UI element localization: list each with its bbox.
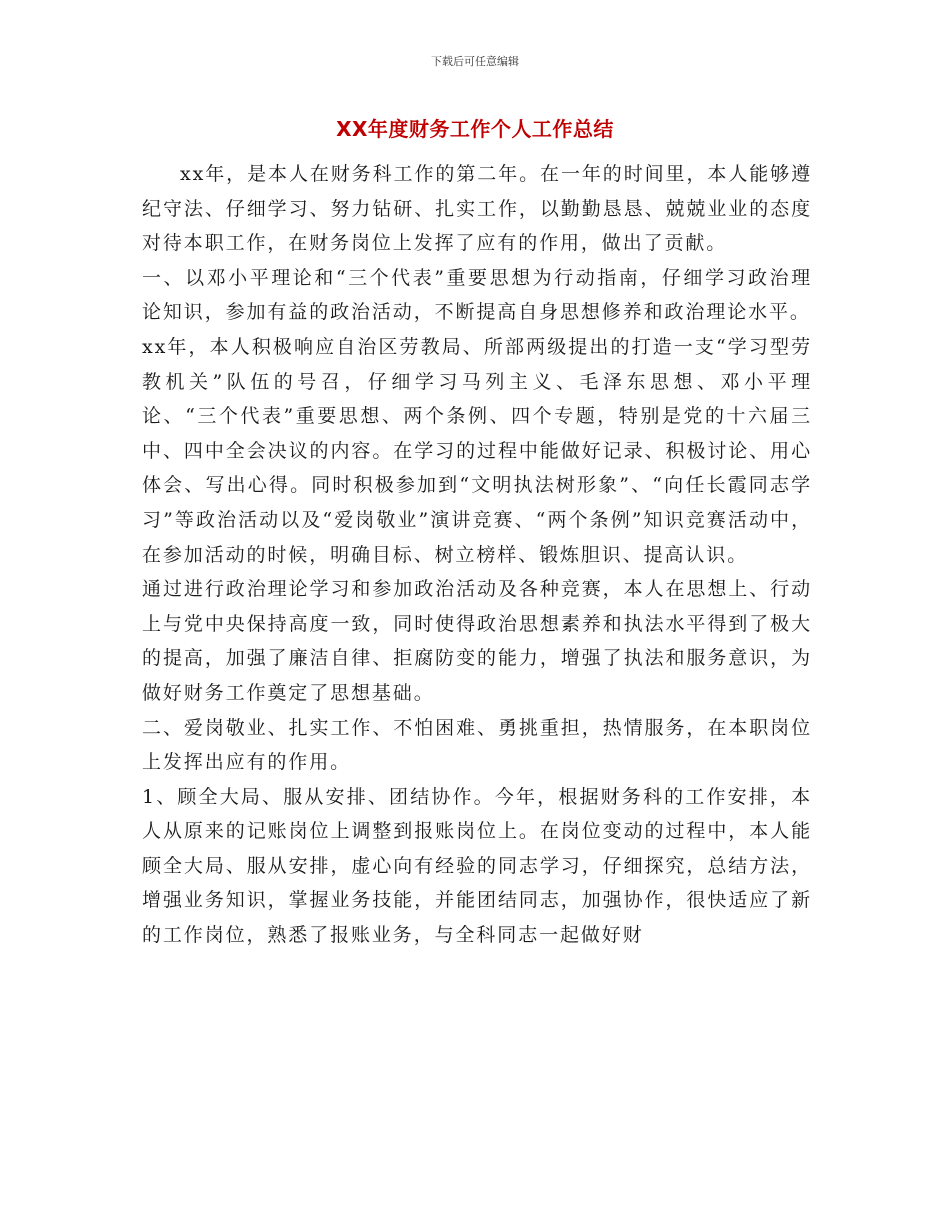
document-body <box>142 157 812 953</box>
header-note: 下载后可任意编辑 <box>431 55 519 68</box>
paragraph: 通过进行政治理论学习和参加政治活动及各种竞赛，本人在思想上、行动上与党中央保持高度一致，同时使得政治思想素养和执法水平得到了极大的提高，加强了廉洁自律、拒腐防变的能力，增强了执法和服务意识，为做好财务工作奠定了思想基础。 <box>142 578 812 704</box>
paragraph: 一、以邓小平理论和“三个代表”重要思想为行动指南，仔细学习政治理论知识，参加有益的政治活动，不断提高自身思想修养和政治理论水平。 <box>142 266 812 324</box>
paragraph: 1、顾全大局、服从安排、团结协作。今年，根据财务科的工作安排，本人从原来的记账岗位上调整到报账岗位上。在岗位变动的过程中，本人能顾全大局、服从安排，虚心向有经验的同志学习，仔细探究，总结方法，增强业务知识，掌握业务技能，并能团结同志，加强协作，很快适应了新的工作岗位，熟悉了报账业务，与全科同志一起做好财 <box>142 785 812 947</box>
paragraph: xx年，本人积极响应自治区劳教局、所部两级提出的打造一支“学习型劳教机关”队伍的号召，仔细学习马列主义、毛泽东思想、邓小平理论、“三个代表”重要思想、两个条例、四个专题，特别是党的十六届三中、四中全会决议的内容。在学习的过程中能做好记录、积极讨论、用心体会、写出心得。同时积极参加到“文明执法树形象”、“向任长霞同志学习”等政治活动以及“爱岗敬业”演讲竞赛、“两个条例”知识竞赛活动中，在参加活动的时候，明确目标、树立榜样、锻炼胆识、提高认识。 <box>142 335 812 566</box>
paragraph: 二、爱岗敬业、扎实工作、不怕困难、勇挑重担，热情服务，在本职岗位上发挥出应有的作用。 <box>142 716 812 774</box>
paragraph: xx年，是本人在财务科工作的第二年。在一年的时间里，本人能够遵纪守法、仔细学习、努力钻研、扎实工作，以勤勤恳恳、兢兢业业的态度对待本职工作，在财务岗位上发挥了应有的作用，做出了贡献。 <box>142 163 812 255</box>
document-title: XX年度财务工作个人工作总结 <box>336 117 614 141</box>
